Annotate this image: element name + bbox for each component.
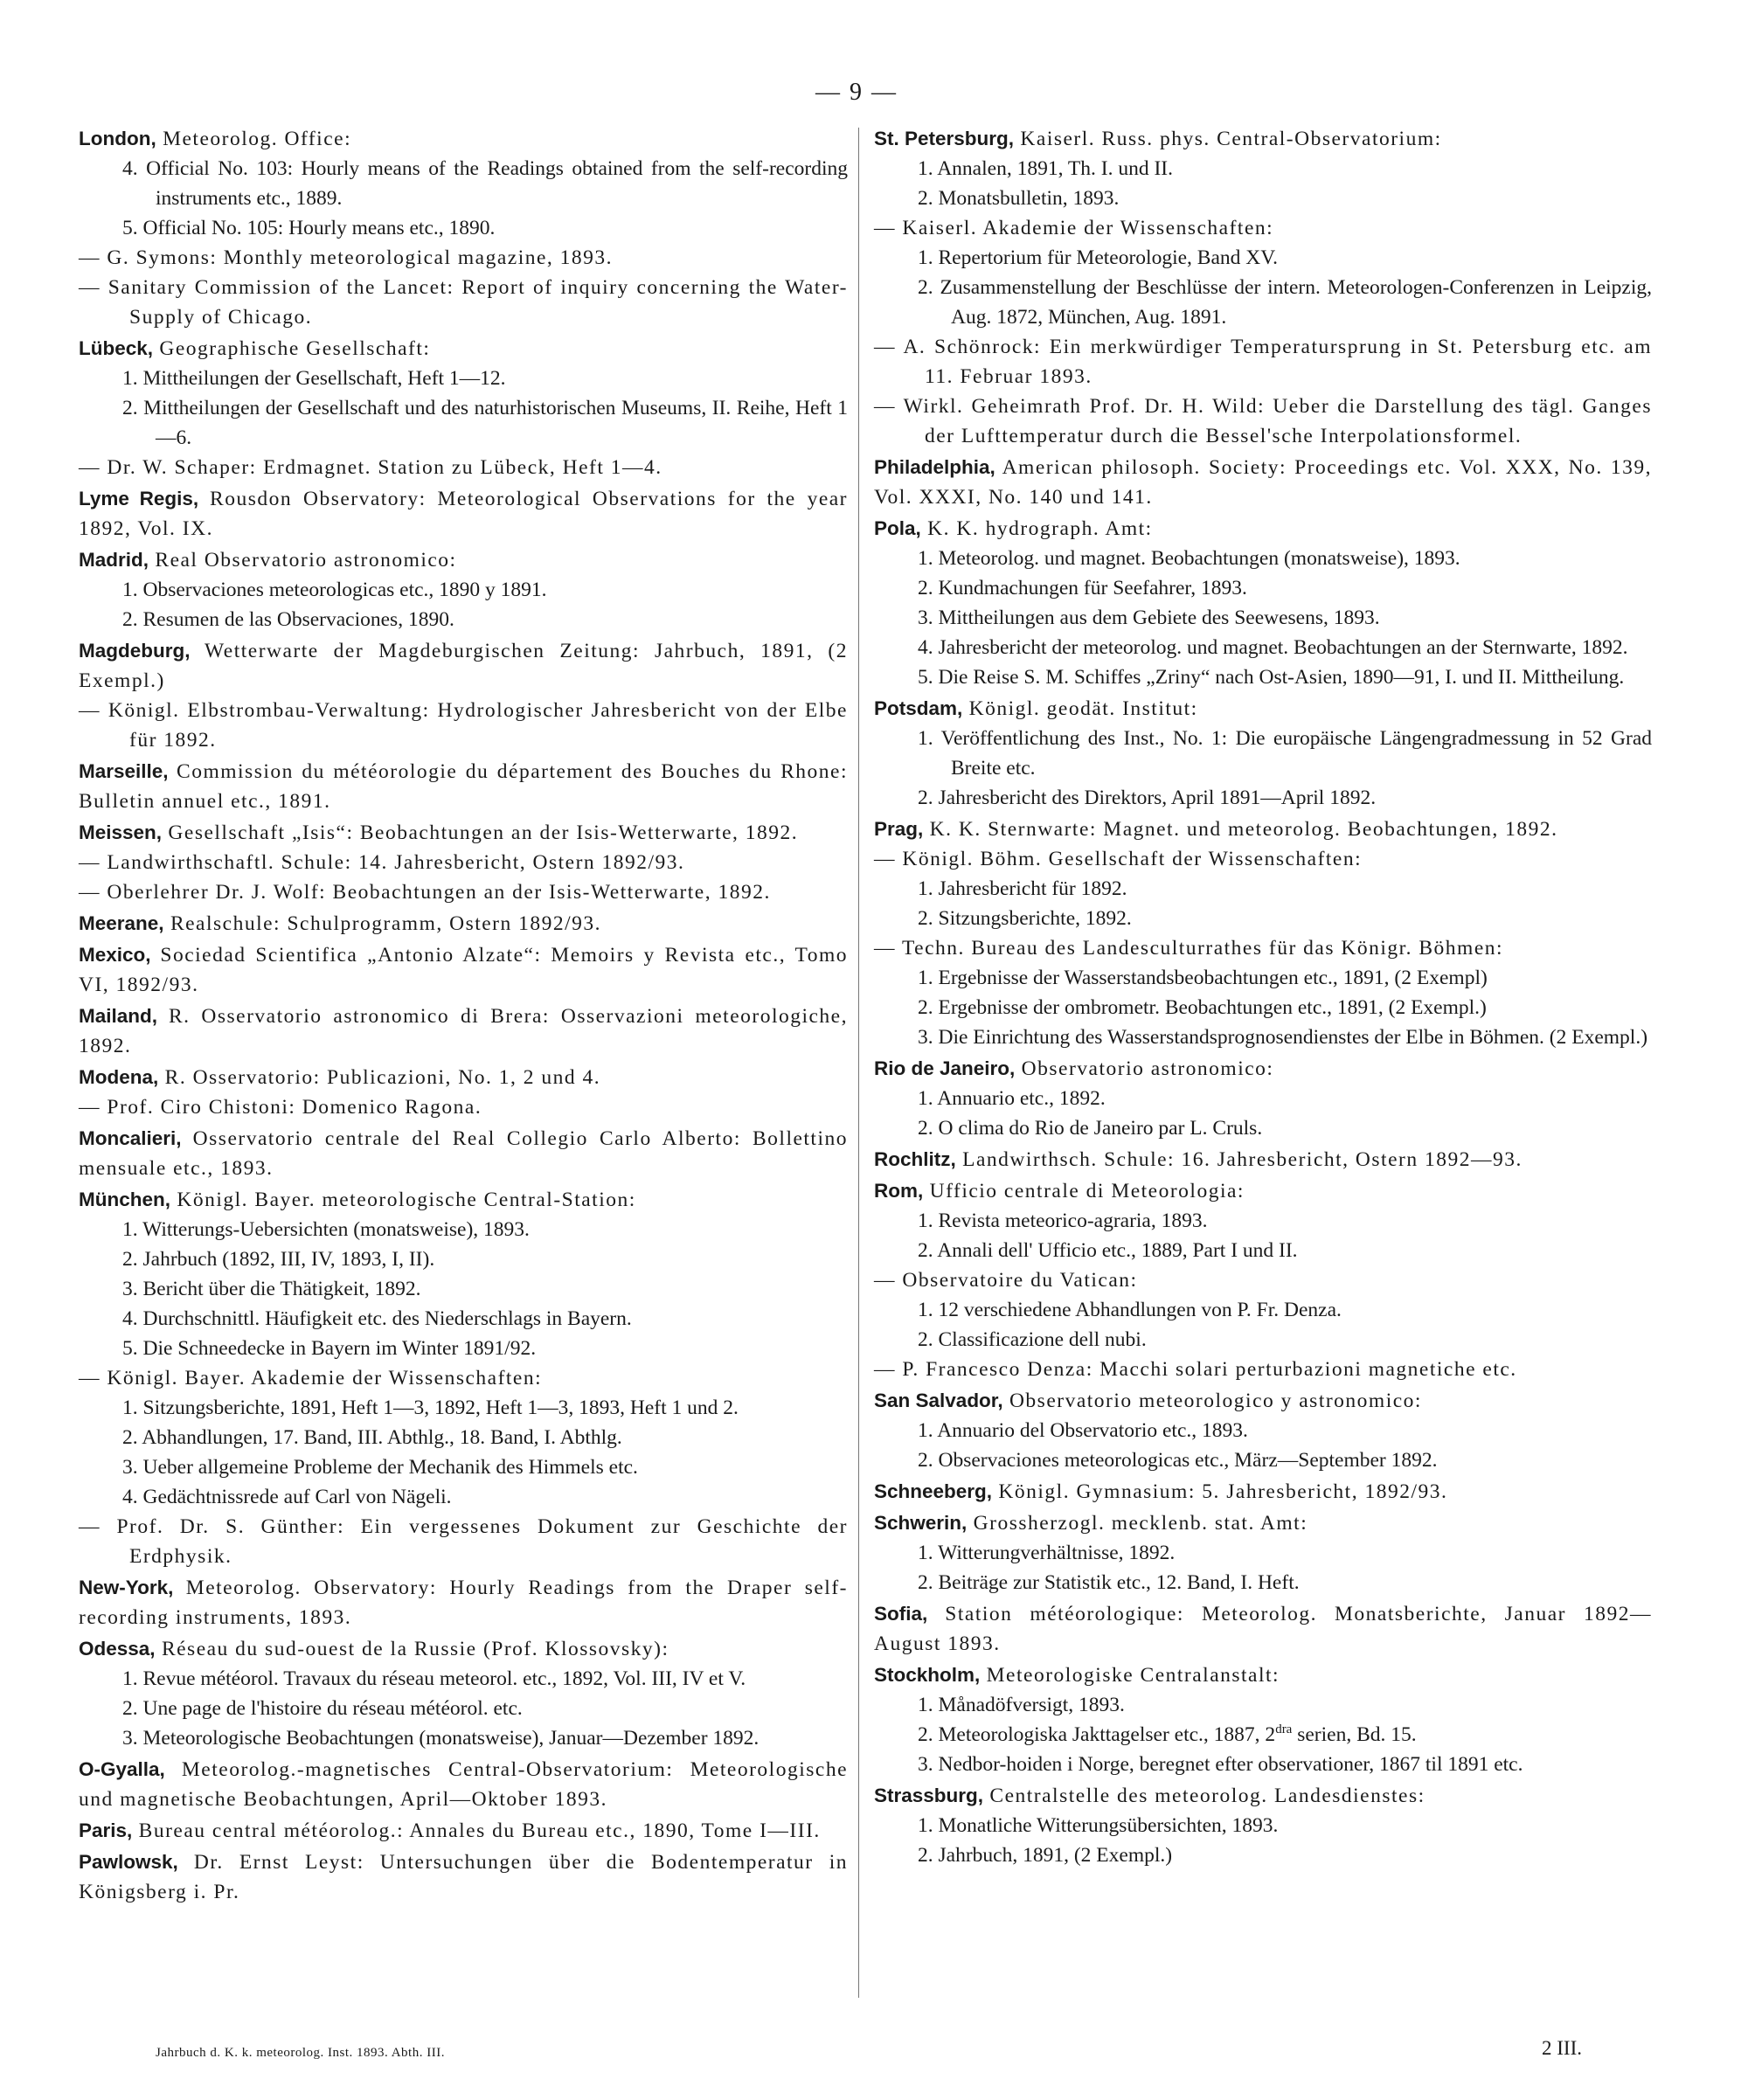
publication-item: 2. Meteorologiska Jakttagelser etc., 1887, $2^{dra}$ serien, Bd. 15. xyxy=(918,1722,1417,1746)
publication-item: 4. Durchschnittl. Häufigkeit etc. des Niederschlags in Bayern. xyxy=(122,1307,632,1330)
exchange-entry xyxy=(79,1755,848,1814)
entry-city: Moncalieri, xyxy=(79,1127,182,1149)
entry-city: Rom, xyxy=(874,1180,924,1202)
entry-city: Paris, xyxy=(79,1819,133,1841)
entry-city: Magdeburg, xyxy=(79,640,191,662)
entry-institution: Ufficio centrale di Meteorologia: xyxy=(923,1180,1245,1202)
entry-institution: Real Observatorio astronomico: xyxy=(149,549,457,572)
entry-heading xyxy=(874,514,1652,544)
sub-institution: — Wirkl. Geheimrath Prof. Dr. H. Wild: Ueber die Darstellung des tägl. Ganges der Lufttemperatur durch die Bessel'sche Interpolationsformel. xyxy=(874,395,1652,447)
publication-item: 2. Sitzungsberichte, 1892. xyxy=(918,907,1132,930)
exchange-entry xyxy=(79,1573,848,1632)
exchange-entry xyxy=(79,334,848,482)
entry-heading xyxy=(79,940,848,1000)
publication-item: 2. Observaciones meteorologicas etc., März—September 1892. xyxy=(918,1449,1438,1472)
entry-city: London, xyxy=(79,128,156,149)
publication-item: 1. Revue météorol. Travaux du réseau meteorol. etc., 1892, Vol. III, IV et V. xyxy=(122,1667,746,1690)
entry-city: New-York, xyxy=(79,1577,174,1598)
entry-institution: Meteorolog.-magnetisches Central-Observatorium: Meteorologische und magnetische Beobachtungen, April—Oktober 1893. xyxy=(79,1758,848,1811)
sub-institution: — Observatoire du Vatican: xyxy=(874,1269,1138,1292)
publication-item: 1. Ergebnisse der Wasserstandsbeobachtungen etc., 1891, (2 Exempl) xyxy=(918,967,1488,989)
exchange-entry xyxy=(874,514,1652,692)
sub-institution: — Königl. Böhm. Gesellschaft der Wissenschaften: xyxy=(874,848,1363,870)
publication-item: 5. Die Reise S. M. Schiffes „Zriny“ nach Ost-Asien, 1890—91, I. und II. Mittheilung. xyxy=(918,666,1625,689)
entry-institution: Realschule: Schulprogramm, Ostern 1892/93. xyxy=(163,912,602,935)
publication-item: 3. Mittheilungen aus dem Gebiete des Seewesens, 1893. xyxy=(918,606,1380,629)
exchange-entry xyxy=(79,484,848,544)
entry-institution: Landwirthsch. Schule: 16. Jahresbericht, Ostern 1892—93. xyxy=(955,1148,1523,1171)
exchange-entry xyxy=(874,1599,1652,1659)
entry-city: Odessa, xyxy=(79,1638,156,1660)
publication-item: 1. Mittheilungen der Gesellschaft, Heft 1—12. xyxy=(122,367,506,390)
entry-city: Stockholm, xyxy=(874,1664,981,1686)
entry-city: Rochlitz, xyxy=(874,1148,956,1170)
entry-city: Philadelphia, xyxy=(874,456,995,478)
entry-institution: Meteorolog. Office: xyxy=(156,128,352,150)
entry-city: Schneeberg, xyxy=(874,1480,993,1502)
column-divider xyxy=(858,128,859,1998)
entry-heading xyxy=(79,545,848,575)
sub-institution: — Oberlehrer Dr. J. Wolf: Beobachtungen an der Isis-Wetterwarte, 1892. xyxy=(79,881,771,904)
entry-heading xyxy=(79,636,848,696)
publication-item: 2. Mittheilungen der Gesellschaft und des naturhistorischen Museums, II. Reihe, Heft 1—6. xyxy=(122,397,848,449)
entry-institution: Observatorio astronomico: xyxy=(1015,1057,1274,1080)
publication-item: 2. O clima do Rio de Janeiro par L. Cruls. xyxy=(918,1117,1263,1140)
entry-institution: Sociedad Scientifica „Antonio Alzate“: Memoirs y Revista etc., Tomo VI, 1892/93. xyxy=(79,944,848,996)
entry-heading xyxy=(874,1386,1652,1416)
entry-institution: R. Osservatorio astronomico di Brera: Osservazioni meteorologiche, 1892. xyxy=(79,1005,848,1057)
publication-item: 2. Kundmachungen für Seefahrer, 1893. xyxy=(918,577,1247,600)
exchange-entry xyxy=(79,124,848,332)
publication-item: 1. Observaciones meteorologicas etc., 1890 y 1891. xyxy=(122,579,547,601)
entry-institution: Rousdon Observatory: Meteorological Observations for the year 1892, Vol. IX. xyxy=(79,488,849,540)
entry-institution: American philosoph. Society: Proceedings etc. Vol. XXX, No. 139, Vol. XXXI, No. 140 und 141. xyxy=(874,456,1652,509)
exchange-entry xyxy=(874,1781,1652,1870)
publication-item: 1. Annalen, 1891, Th. I. und II. xyxy=(918,157,1173,180)
entry-institution: K. K. hydrograph. Amt: xyxy=(920,517,1153,540)
entry-city: München, xyxy=(79,1189,170,1210)
sub-institution: — Techn. Bureau des Landesculturrathes für das Königr. Böhmen: xyxy=(874,937,1504,960)
entry-heading xyxy=(874,1477,1652,1507)
entry-heading xyxy=(79,1755,848,1814)
exchange-entry xyxy=(874,1176,1652,1384)
entry-heading xyxy=(874,1145,1652,1175)
entry-institution: Gesellschaft „Isis“: Beobachtungen an der Isis-Wetterwarte, 1892. xyxy=(162,821,799,844)
entry-heading xyxy=(79,484,848,544)
entry-institution: Station météorologique: Meteorolog. Monatsberichte, Januar 1892—August 1893. xyxy=(874,1603,1652,1655)
entry-institution: Observatorio meteorologico y astronomico: xyxy=(1002,1390,1422,1412)
publication-item: 2. Annali dell' Ufficio etc., 1889, Part I und II. xyxy=(918,1239,1298,1262)
entry-heading xyxy=(79,1124,848,1183)
entry-institution: K. K. Sternwarte: Magnet. und meteorolog. Beobachtungen, 1892. xyxy=(923,818,1558,841)
entry-institution: Osservatorio centrale del Real Collegio Carlo Alberto: Bollettino mensuale etc., 1893. xyxy=(79,1127,848,1180)
exchange-entry xyxy=(874,1508,1652,1598)
entry-city: O-Gyalla, xyxy=(79,1758,165,1780)
publication-item: 1. Repertorium für Meteorologie, Band XV. xyxy=(918,246,1279,269)
publication-item: 2. Monatsbulletin, 1893. xyxy=(918,187,1120,210)
exchange-entry xyxy=(79,909,848,939)
publication-item: 2. Jahrbuch (1892, III, IV, 1893, I, II). xyxy=(122,1248,435,1271)
entry-city: Prag, xyxy=(874,818,924,840)
exchange-entry xyxy=(874,1660,1652,1779)
sub-institution: — P. Francesco Denza: Macchi solari perturbazioni magnetiche etc. xyxy=(874,1358,1517,1381)
publication-item: 2. Jahresbericht des Direktors, April 1891—April 1892. xyxy=(918,787,1377,809)
sub-institution: — Königl. Bayer. Akademie der Wissenschaften: xyxy=(79,1367,543,1390)
publication-item: 2. Jahrbuch, 1891, (2 Exempl.) xyxy=(918,1844,1173,1867)
entry-city: Rio de Janeiro, xyxy=(874,1057,1016,1079)
publication-item: 1. Sitzungsberichte, 1891, Heft 1—3, 1892, Heft 1—3, 1893, Heft 1 und 2. xyxy=(122,1397,739,1419)
entry-city: Mailand, xyxy=(79,1005,158,1027)
footer-publication-note: Jahrbuch d. K. k. meteorolog. Inst. 1893. Abth. III. xyxy=(156,2046,445,2060)
publication-item: 1. Monatliche Witterungsübersichten, 1893. xyxy=(918,1814,1279,1837)
exchange-entry xyxy=(79,1816,848,1846)
entry-city: Potsdam, xyxy=(874,697,963,719)
entry-institution: Geographische Gesellschaft: xyxy=(153,337,431,360)
publication-item: 5. Die Schneedecke in Bayern im Winter 1891/92. xyxy=(122,1337,537,1360)
entry-heading xyxy=(79,1185,848,1215)
publication-item: 1. Veröffentlichung des Inst., No. 1: Die europäische Längengradmessung in 52 Grad Breite etc. xyxy=(918,727,1652,780)
entry-city: Strassburg, xyxy=(874,1785,984,1806)
entry-heading xyxy=(874,1054,1652,1084)
exchange-entry xyxy=(874,814,1652,1052)
exchange-entry xyxy=(79,940,848,1000)
publication-item: 3. Nedbor-hoiden i Norge, beregnet efter observationer, 1867 til 1891 etc. xyxy=(918,1753,1523,1776)
entry-city: Schwerin, xyxy=(874,1512,968,1534)
publication-item: 4. Official No. 103: Hourly means of the Readings obtained from the self-recording instruments etc., 1889. xyxy=(122,157,848,210)
entry-heading xyxy=(79,757,848,816)
publication-item: 1. Revista meteorico-agraria, 1893. xyxy=(918,1209,1208,1232)
entry-heading xyxy=(874,124,1652,154)
sub-institution: — Prof. Ciro Chistoni: Domenico Ragona. xyxy=(79,1096,482,1119)
entry-heading xyxy=(79,1847,848,1907)
entry-heading xyxy=(874,814,1652,844)
publication-item: 1. Meteorolog. und magnet. Beobachtungen (monatsweise), 1893. xyxy=(918,547,1460,570)
entry-heading xyxy=(874,453,1652,512)
sub-institution: — Sanitary Commission of the Lancet: Report of inquiry concerning the Water-Supply of Chicago. xyxy=(79,276,848,329)
entry-city: Madrid, xyxy=(79,549,149,571)
sub-institution: — G. Symons: Monthly meteorological magazine, 1893. xyxy=(79,246,614,269)
entry-heading xyxy=(874,1508,1652,1538)
sub-institution: — Landwirthschaftl. Schule: 14. Jahresbericht, Ostern 1892/93. xyxy=(79,851,685,874)
publication-item: 1. Annuario del Observatorio etc., 1893. xyxy=(918,1419,1248,1442)
publication-item: 1. Witterungverhältnisse, 1892. xyxy=(918,1542,1176,1564)
exchange-entry xyxy=(874,453,1652,512)
exchange-entry xyxy=(874,124,1652,451)
publication-item: 3. Ueber allgemeine Probleme der Mechanik des Himmels etc. xyxy=(122,1456,638,1479)
exchange-entry xyxy=(79,1185,848,1571)
publication-item: 1. Jahresbericht für 1892. xyxy=(918,877,1127,900)
publication-item: 1. 12 verschiedene Abhandlungen von P. Fr. Denza. xyxy=(918,1299,1342,1321)
entry-institution: Königl. Bayer. meteorologische Central-Station: xyxy=(170,1189,636,1211)
exchange-entry xyxy=(79,545,848,634)
entry-heading xyxy=(79,1063,848,1092)
entry-city: St. Petersburg, xyxy=(874,128,1015,149)
entry-institution: Grossherzogl. mecklenb. stat. Amt: xyxy=(967,1512,1308,1535)
publication-item: 4. Gedächtnissrede auf Carl von Nägeli. xyxy=(122,1486,452,1508)
exchange-entry xyxy=(79,1063,848,1122)
sub-institution: — Königl. Elbstrombau-Verwaltung: Hydrologischer Jahresbericht von der Elbe für 1892. xyxy=(79,699,848,752)
exchange-entry xyxy=(874,1386,1652,1475)
entry-heading xyxy=(79,1573,848,1632)
publication-item: 2. Beiträge zur Statistik etc., 12. Band, I. Heft. xyxy=(918,1571,1300,1594)
exchange-entry xyxy=(874,1054,1652,1143)
entry-city: Mexico, xyxy=(79,944,151,966)
publication-item: 2. Ergebnisse der ombrometr. Beobachtungen etc., 1891, (2 Exempl.) xyxy=(918,996,1487,1019)
right-column xyxy=(874,124,1652,1872)
publication-item: 2. Une page de l'histoire du réseau météorol. etc. xyxy=(122,1697,523,1720)
entry-city: Modena, xyxy=(79,1066,159,1088)
superscript: dra xyxy=(1275,1722,1293,1737)
entry-city: Marseille, xyxy=(79,760,169,782)
sub-institution: — Dr. W. Schaper: Erdmagnet. Station zu Lübeck, Heft 1—4. xyxy=(79,456,662,479)
entry-heading xyxy=(79,124,848,154)
page-number: — 9 — xyxy=(815,79,898,106)
entry-city: Sofia, xyxy=(874,1603,928,1625)
publication-item: 3. Die Einrichtung des Wasserstandsprognosendienstes der Elbe in Böhmen. (2 Exempl.) xyxy=(918,1026,1648,1049)
entry-heading xyxy=(874,1781,1652,1811)
exchange-entry xyxy=(874,1477,1652,1507)
entry-institution: Königl. Gymnasium: 5. Jahresbericht, 1892/93. xyxy=(992,1480,1448,1503)
entry-institution: Wetterwarte der Magdeburgischen Zeitung: Jahrbuch, 1891, (2 Exempl.) xyxy=(79,640,848,692)
entry-city: Meissen, xyxy=(79,821,163,843)
sub-institution: — Prof. Dr. S. Günther: Ein vergessenes Dokument zur Geschichte der Erdphysik. xyxy=(79,1515,848,1568)
entry-city: Lyme Regis, xyxy=(79,488,199,509)
entry-institution: Réseau du sud-ouest de la Russie (Prof. Klossovsky): xyxy=(155,1638,669,1660)
entry-heading xyxy=(79,1816,848,1846)
entry-institution: Commission du météorologie du département des Bouches du Rhone: Bulletin annuel etc., 1891. xyxy=(79,760,848,813)
exchange-entry xyxy=(79,757,848,816)
publication-item: 2. Resumen de las Observaciones, 1890. xyxy=(122,608,454,631)
entry-city: Pola, xyxy=(874,517,921,539)
publication-item: 3. Bericht über die Thätigkeit, 1892. xyxy=(122,1278,421,1300)
entry-city: Lübeck, xyxy=(79,337,154,359)
entry-institution: Dr. Ernst Leyst: Untersuchungen über die Bodentemperatur in Königsberg i. Pr. xyxy=(79,1851,848,1903)
entry-institution: Bureau central météorolog.: Annales du Bureau etc., 1890, Tome I—III. xyxy=(132,1819,821,1842)
exchange-entry xyxy=(874,694,1652,813)
exchange-entry xyxy=(874,1145,1652,1175)
exchange-entry xyxy=(79,636,848,755)
entry-institution: Meteorologiske Centralanstalt: xyxy=(980,1664,1280,1687)
entry-institution: Centralstelle des meteorolog. Landesdienstes: xyxy=(983,1785,1425,1807)
publication-item: 2. Classificazione dell nubi. xyxy=(918,1328,1147,1351)
exchange-entry xyxy=(79,1001,848,1061)
publication-item: 2. Abhandlungen, 17. Band, III. Abthlg., 18. Band, I. Abthlg. xyxy=(122,1426,622,1449)
entry-heading xyxy=(79,818,848,848)
publication-item: 2. Zusammenstellung der Beschlüsse der intern. Meteorologen-Conferenzen in Leipzig, Aug. 1872, München, Aug. 1891. xyxy=(918,276,1652,329)
left-column xyxy=(79,124,848,1909)
publication-item: 3. Meteorologische Beobachtungen (monatsweise), Januar—Dezember 1892. xyxy=(122,1727,760,1750)
entry-heading xyxy=(874,1176,1652,1206)
sub-institution: — Kaiserl. Akademie der Wissenschaften: xyxy=(874,217,1274,239)
exchange-entry xyxy=(79,1847,848,1907)
publication-item: 4. Jahresbericht der meteorolog. und magnet. Beobachtungen an der Sternwarte, 1892. xyxy=(918,636,1628,659)
entry-city: San Salvador, xyxy=(874,1390,1003,1411)
entry-city: Pawlowsk, xyxy=(79,1851,178,1873)
entry-heading xyxy=(874,694,1652,724)
publication-item: 1. Witterungs-Uebersichten (monatsweise), 1893. xyxy=(122,1218,530,1241)
entry-institution: R. Osservatorio: Publicazioni, No. 1, 2 und 4. xyxy=(158,1066,601,1089)
entry-institution: Königl. geodät. Institut: xyxy=(962,697,1198,720)
publication-item: 1. Annuario etc., 1892. xyxy=(918,1087,1106,1110)
exchange-entry xyxy=(79,1634,848,1753)
footer-signature-mark: 2 III. xyxy=(1542,2037,1582,2059)
entry-institution: Meteorolog. Observatory: Hourly Readings from the Draper self-recording instruments, 1893. xyxy=(79,1577,848,1629)
entry-heading xyxy=(79,1634,848,1664)
exchange-entry xyxy=(79,818,848,907)
entry-heading xyxy=(874,1599,1652,1659)
publication-item: 5. Official No. 105: Hourly means etc., 1890. xyxy=(122,217,496,239)
entry-heading xyxy=(79,334,848,364)
publication-item: 1. Månadöfversigt, 1893. xyxy=(918,1694,1125,1716)
entry-heading xyxy=(79,1001,848,1061)
entry-heading xyxy=(874,1660,1652,1690)
entry-city: Meerane, xyxy=(79,912,164,934)
exchange-entry xyxy=(79,1124,848,1183)
sub-institution: — A. Schönrock: Ein merkwürdiger Temperatursprung in St. Petersburg etc. am 11. Februar 1893. xyxy=(874,336,1652,388)
entry-heading xyxy=(79,909,848,939)
entry-institution: Kaiserl. Russ. phys. Central-Observatorium: xyxy=(1014,128,1442,150)
